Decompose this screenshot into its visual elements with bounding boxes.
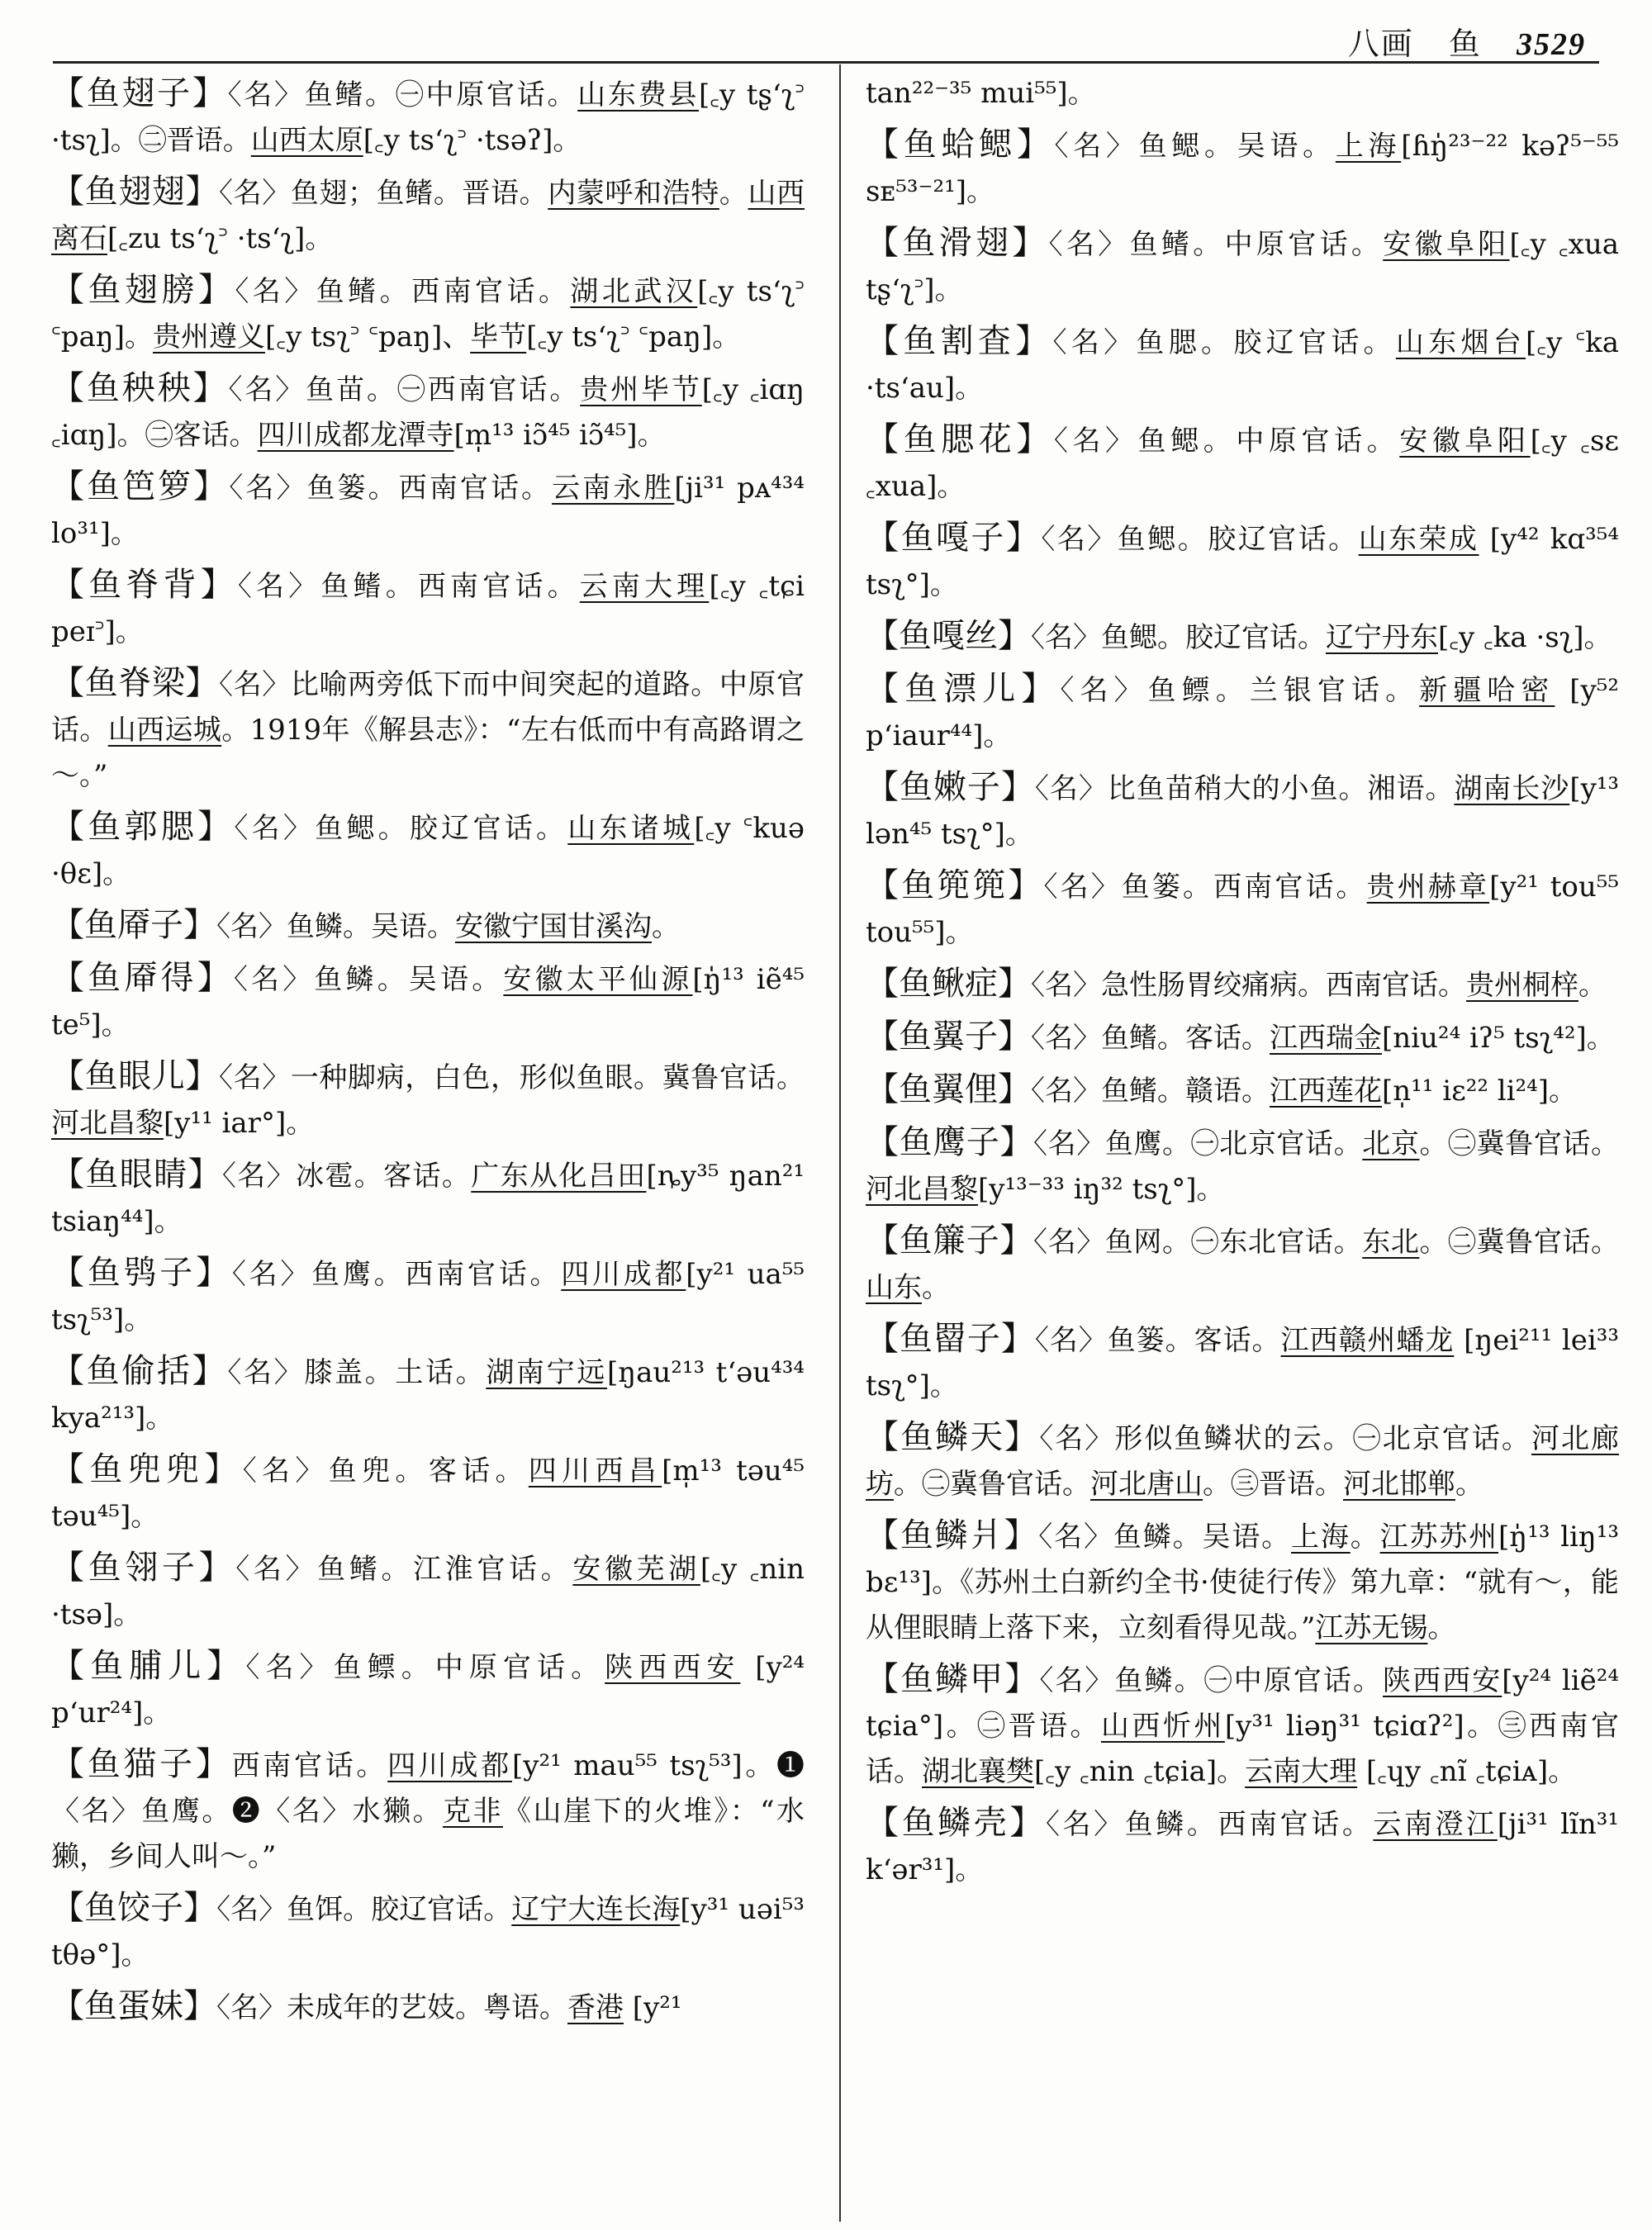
headword-text: 鱼厣子 — [84, 906, 183, 944]
dictionary-entry — [51, 1447, 805, 1540]
definition-text: 。 — [1427, 1611, 1456, 1644]
definition-text: 〈名〉鱼鳃。胶辽官话。 — [1031, 621, 1326, 654]
definition-text: 。 — [1350, 1521, 1380, 1554]
place-name: 香港 — [567, 1991, 624, 2024]
headword: 【鱼秧秧】 — [51, 369, 229, 407]
headword: 【鱼嘎子】 — [866, 519, 1042, 557]
definition-text: [ji³¹ pᴀ⁴³⁴ lo³¹]。 — [51, 472, 805, 550]
place-name: 云南大理 — [1245, 1755, 1358, 1788]
definition-text: 。 — [719, 177, 748, 210]
headword-text: 鱼鳞天 — [900, 1418, 1005, 1456]
definition-text: 。 — [1578, 969, 1607, 1002]
headword-text: 鱼漂儿 — [904, 670, 1022, 708]
headword: 【鱼翅翅】 — [51, 173, 220, 211]
place-name: 湖北武汉 — [570, 275, 698, 308]
headword-text: 鱼郭腮 — [88, 808, 198, 846]
definition-text: 〈名〉鱼篓。客话。 — [1034, 1324, 1281, 1357]
dictionary-entry — [51, 464, 805, 557]
definition-text: 〈名〉鱼网。㊀东北官话。 — [1033, 1226, 1363, 1259]
definition-text: [꜀y ꜀ka ·sʅ]。 — [1438, 621, 1612, 654]
definition-text: [꜀y tsʅ꜄ ꜂paŋ]、 — [264, 320, 471, 353]
definition-text: [꜀y ꜂ka ·tsʻau]。 — [866, 326, 1620, 405]
dictionary-entry — [51, 661, 805, 799]
place-name: 四川成都 — [561, 1258, 686, 1291]
dictionary-entry — [51, 1054, 805, 1146]
place-name: 江西莲花 — [1270, 1075, 1382, 1108]
place-name: 贵州桐梓 — [1466, 969, 1578, 1002]
dictionary-entry — [51, 366, 805, 458]
headword-text: 鱼腮花 — [903, 420, 1017, 458]
place-name: 山西太原 — [250, 124, 363, 157]
definition-text: [꜀y ꜂kuə ·θɛ]。 — [51, 812, 805, 890]
place-name: 安徽阜阳 — [1399, 425, 1531, 458]
definition-text: [꜀ɥy ꜀nĩ ꜀tɕiᴀ]。 — [1357, 1755, 1577, 1788]
headword: 【鱼脯儿】 — [51, 1647, 246, 1685]
dictionary-entry — [51, 956, 805, 1048]
place-name: 内蒙呼和浩特 — [548, 177, 719, 210]
place-name: 河北唐山 — [1090, 1468, 1203, 1501]
place-name: 山西忻州 — [1100, 1710, 1225, 1743]
definition-text: [niu²⁴ iʔ⁵ tsʅ⁴²]。 — [1382, 1022, 1615, 1055]
headword-text: 鱼猫子 — [87, 1745, 196, 1783]
headword-text: 鱼厣得 — [88, 959, 197, 997]
dictionary-entry — [51, 169, 805, 262]
definition-text: [y²¹ ua⁵⁵ tsʅ⁵³]。 — [51, 1258, 805, 1336]
definition-text: [y⁴² kɑ³⁵⁴ tsʅ°]。 — [866, 523, 1620, 601]
headword: 【鱼嘎丝】 — [866, 617, 1031, 655]
definition-text: 〈名〉冰雹。客话。 — [221, 1160, 472, 1193]
dictionary-entry — [866, 515, 1619, 608]
place-name: 陕西西安 — [605, 1651, 741, 1684]
definition-text: 。㊂晋语。 — [1203, 1468, 1343, 1501]
place-name: 河北廊坊 — [866, 1422, 1620, 1501]
definition-text: 〈名〉一种脚病，白色，形似鱼眼。冀鲁官话。 — [219, 1061, 805, 1094]
definition-text: [ŋau²¹³ tʻəu⁴³⁴ kya²¹³]。 — [51, 1356, 805, 1435]
headword: 【鱼鳞壳】 — [866, 1804, 1046, 1842]
page-number: 3529 — [1517, 27, 1586, 62]
place-name: 安徽芜湖 — [572, 1553, 700, 1586]
headword: 【鱼鳅症】 — [866, 965, 1031, 1003]
place-name: 河北邯郸 — [1343, 1468, 1455, 1501]
definition-text: [y²⁴ pʻur²⁴]。 — [51, 1651, 805, 1729]
dictionary-entry — [866, 1014, 1619, 1061]
definition-text: [꜀y ꜀sɛ ꜀xua]。 — [866, 425, 1620, 503]
definition-text: [y¹³⁻³³ iŋ³² tsʅ°]。 — [978, 1173, 1225, 1206]
headword-text: 鱼罶子 — [899, 1320, 1001, 1358]
place-name: 安徽太平仙源 — [503, 963, 693, 996]
left-column — [51, 71, 805, 2037]
definition-text: 〈名〉鱼兜。客话。 — [242, 1454, 529, 1487]
place-name: 江苏苏州 — [1379, 1521, 1499, 1554]
place-name: 广东从化吕田 — [471, 1160, 647, 1193]
definition-text: 〈名〉鱼鹰。㊀北京官话。 — [1033, 1127, 1363, 1160]
definition-text: 〈名〉鱼鳞。西南官话。 — [1045, 1808, 1374, 1841]
definition-text: 〈名〉比喻两旁低下而中间突起的道路。中原官话。 — [51, 668, 805, 747]
place-name: 东北 — [1362, 1226, 1420, 1259]
place-name: 湖北襄樊 — [922, 1755, 1034, 1788]
headword-text: 鱼蛤鳃 — [903, 126, 1017, 164]
headword-text: 鱼秧秧 — [86, 369, 193, 407]
definition-text: [ŋei²¹¹ lei³³ tsʅ°]。 — [866, 1324, 1620, 1402]
headword-text: 鱼脯儿 — [90, 1647, 207, 1685]
definition-text: 〈名〉未成年的艺妓。粤语。 — [216, 1991, 567, 2024]
definition-text: 〈名〉膝盖。土话。 — [227, 1356, 487, 1389]
headword: 【鱼簾子】 — [866, 1222, 1034, 1260]
place-name: 贵州赫章 — [1366, 871, 1490, 904]
definition-text: [꜀y ꜀xua tʂʻʅ꜄]。 — [866, 228, 1620, 306]
definition-text: [n̩¹¹ iɛ²² li²⁴]。 — [1382, 1075, 1578, 1108]
definition-text: 。 — [652, 910, 680, 943]
headword-text: 鱼脊梁 — [84, 664, 186, 702]
definition-text: [y¹¹ iar°]。 — [164, 1107, 315, 1140]
headword-text: 鱼翼俚 — [899, 1070, 998, 1108]
headword-text: 鱼鸮子 — [87, 1254, 197, 1292]
definition-text: 〈名〉鱼鳃。中原官话。 — [1053, 425, 1400, 458]
headword: 【鱼漂儿】 — [866, 670, 1061, 708]
definition-text: [y²¹ mau⁵⁵ tsʅ⁵³]。❶〈名〉鱼鹰。❷〈名〉水獭。 — [51, 1749, 805, 1828]
headword: 【鱼割査】 — [866, 322, 1053, 360]
header-radical: 鱼 — [1448, 26, 1482, 62]
headword-text: 鱼鳞爿 — [900, 1516, 1004, 1554]
headword-text: 鱼割査 — [903, 322, 1016, 360]
headword-text: 鱼脊背 — [88, 566, 201, 604]
dictionary-entry — [866, 319, 1619, 411]
definition-text: [ɦŋ̍²³⁻²² kəʔ⁵⁻⁵⁵ sᴇ⁵³⁻²¹]。 — [866, 130, 1620, 208]
definition-text: 《山崖下的火堆》：“水獭，乡间人叫～。” — [51, 1795, 805, 1873]
dictionary-entry — [866, 417, 1619, 510]
headword: 【鱼鳞爿】 — [866, 1516, 1039, 1554]
definition-text: 〈名〉鱼鳍。西南官话。 — [237, 570, 580, 603]
headword: 【鱼脊梁】 — [51, 664, 220, 702]
place-name: 山东 — [866, 1271, 922, 1304]
definition-text: [y²¹ — [624, 1991, 682, 2024]
dictionary-entry — [866, 961, 1619, 1008]
dictionary-entry — [51, 1886, 805, 1978]
definition-text: [y²⁴ liẽ²⁴ tɕia°]。㊁晋语。 — [866, 1664, 1620, 1743]
definition-text: 〈名〉急性肠胃绞痛病。西南官话。 — [1031, 969, 1466, 1002]
place-name: 辽宁大连长海 — [511, 1893, 681, 1926]
header-rule — [53, 61, 1599, 64]
headword: 【鱼厣得】 — [51, 959, 234, 997]
place-name: 河北昌黎 — [866, 1173, 978, 1206]
place-name: 毕节 — [470, 320, 527, 353]
definition-text: 〈名〉鱼饵。胶辽官话。 — [216, 1893, 512, 1926]
place-name: 江西赣州蟠龙 — [1280, 1324, 1455, 1357]
place-name: 江西瑞金 — [1270, 1022, 1382, 1055]
headword: 【鱼脊背】 — [51, 566, 238, 604]
place-name: 克非 — [443, 1795, 503, 1828]
place-name: 山东荣成 — [1358, 523, 1479, 556]
headword: 【鱼饺子】 — [51, 1889, 217, 1927]
place-name: 辽宁丹东 — [1326, 621, 1438, 654]
definition-text: 〈名〉鱼腮。胶辽官话。 — [1052, 326, 1396, 359]
definition-text: [꜀y tsʻʅ꜄ ꜂paŋ]。 — [526, 320, 741, 353]
definition-text: 〈名〉鱼鳞。吴语。 — [216, 910, 455, 943]
definition-text: [ŋ̍¹³ iẽ⁴⁵ te⁵]。 — [51, 963, 805, 1041]
headword: 【鱼蛋妹】 — [51, 1987, 216, 2025]
definition-text: [꜀y ꜀nin ꜀tɕia]。 — [1034, 1755, 1246, 1788]
headword-text: 鱼偷括 — [86, 1352, 192, 1390]
definition-text: [y²¹ tou⁵⁵ tou⁵⁵]。 — [866, 871, 1620, 949]
place-name: 山东烟台 — [1395, 326, 1526, 359]
headword: 【鱼滑翅】 — [866, 224, 1049, 262]
dictionary-entry — [866, 1513, 1619, 1651]
definition-text: 〈名〉鱼鳃。胶辽官话。 — [1041, 523, 1359, 556]
headword: 【鱼笆箩】 — [51, 467, 230, 505]
dictionary-entry — [866, 1120, 1619, 1212]
dictionary-entry — [866, 122, 1619, 215]
definition-text: 。㊁冀鲁官话。 — [1419, 1127, 1620, 1160]
definition-text: 〈名〉鱼鳍。客话。 — [1031, 1022, 1270, 1055]
definition-text: 〈名〉鱼鳍。江淮官话。 — [235, 1553, 573, 1586]
definition-text: 西南官话。 — [231, 1749, 388, 1782]
dictionary-entry — [866, 614, 1619, 661]
definition-text: 〈名〉鱼鳍。赣语。 — [1031, 1075, 1270, 1108]
headword: 【鱼郭腮】 — [51, 808, 235, 846]
definition-text: [꜀y tʂʻʅ꜄ ·tsʅ]。㊁晋语。 — [51, 78, 805, 157]
dictionary-entry — [866, 71, 1619, 116]
place-name: 上海 — [1335, 130, 1402, 163]
dictionary-entry — [51, 1984, 805, 2031]
definition-text: [꜀zu tsʻʅ꜄ ·tsʻʅ]。 — [107, 222, 334, 255]
definition-text: 〈名〉鱼鳞。吴语。 — [1038, 1521, 1292, 1554]
place-name: 江苏无锡 — [1315, 1611, 1428, 1644]
place-name: 上海 — [1291, 1521, 1351, 1554]
place-name: 新疆哈密 — [1419, 674, 1555, 707]
headword-text: 鱼眼儿 — [84, 1057, 186, 1095]
definition-text: 〈名〉鱼鳍。㊀中原官话。 — [227, 78, 578, 112]
place-name: 四川成都 — [387, 1749, 512, 1782]
dictionary-entry — [51, 1250, 805, 1343]
headword-text: 鱼鳞壳 — [901, 1804, 1010, 1842]
definition-text: [y³¹ liəŋ³¹ tɕiɑʔ²]。㊂西南官话。 — [866, 1710, 1619, 1788]
definition-text: 。 — [1455, 1468, 1483, 1501]
definition-text: 〈名〉形似鱼鳞状的云。㊀北京官话。 — [1039, 1422, 1531, 1455]
definition-text: [y¹³ lən⁴⁵ tsʅ°]。 — [866, 772, 1620, 851]
definition-text: [꜀y tsʻʅ꜄ ꜂paŋ]。 — [51, 275, 805, 353]
dictionary-entry — [866, 1415, 1619, 1507]
headword-text: 鱼嘎丝 — [899, 617, 998, 655]
headword: 【鱼鳞天】 — [866, 1418, 1040, 1456]
place-name: 北京 — [1362, 1127, 1420, 1160]
headword-text: 鱼翅翅 — [84, 173, 186, 211]
headword-text: 鱼兜兜 — [89, 1450, 205, 1488]
place-name: 云南大理 — [579, 570, 710, 603]
dictionary-entry — [866, 1317, 1619, 1409]
headword: 【鱼嫩子】 — [866, 768, 1035, 806]
definition-text: tan²²⁻³⁵ mui⁵⁵]。 — [866, 77, 1096, 110]
place-name: 河北昌黎 — [51, 1107, 164, 1140]
definition-text: 〈名〉鱼篓。西南官话。 — [229, 472, 553, 505]
definition-text: 。㊁冀鲁官话。 — [1419, 1226, 1620, 1259]
definition-text: [ȵy³⁵ ŋan²¹ tsiaŋ⁴⁴]。 — [51, 1160, 805, 1238]
headword: 【鱼翎子】 — [51, 1549, 236, 1587]
place-name: 山东诸城 — [567, 812, 695, 845]
headword-text: 鱼篼篼 — [901, 866, 1009, 904]
headword-text: 鱼蛋妹 — [84, 1987, 183, 2025]
dictionary-entry — [866, 1067, 1619, 1114]
dictionary-entry — [866, 667, 1619, 759]
headword: 【鱼厣子】 — [51, 906, 216, 944]
headword-text: 鱼翎子 — [88, 1549, 199, 1587]
place-name: 山西离石 — [51, 177, 805, 255]
definition-text: [꜀y ꜀iɑŋ ꜀iɑŋ]。㊁客话。 — [51, 373, 805, 452]
definition-text: [꜀y ꜀tɕi peɪ꜄]。 — [51, 570, 805, 648]
definition-text: 〈名〉鱼鳍。西南官话。 — [235, 275, 571, 308]
definition-text: [m̩¹³ iɔ̃⁴⁵ iɔ̃⁴⁵]。 — [453, 419, 666, 452]
place-name: 湖南宁远 — [486, 1356, 607, 1389]
dictionary-entry — [51, 1644, 805, 1736]
definition-text: 〈名〉鱼鳔。兰银官话。 — [1060, 674, 1420, 707]
definition-text: 〈名〉鱼鳞。吴语。 — [233, 963, 504, 996]
definition-text: 。㊁冀鲁官话。 — [894, 1468, 1090, 1501]
place-name: 山西运城 — [107, 714, 222, 747]
place-name: 四川成都龙潭寺 — [257, 419, 454, 452]
headword-text: 鱼嘎子 — [900, 519, 1006, 557]
definition-text: 。 — [922, 1271, 950, 1304]
dictionary-entry — [51, 1152, 805, 1245]
dictionary-entry — [866, 221, 1619, 313]
place-name: 云南澄江 — [1373, 1808, 1498, 1841]
definition-text: [꜀y ꜀nin ·tsə]。 — [51, 1553, 805, 1631]
dictionary-entry — [51, 71, 805, 164]
dictionary-entry — [51, 903, 805, 950]
dictionary-entry — [51, 1349, 805, 1441]
headword: 【鱼翼俚】 — [866, 1070, 1031, 1108]
headword: 【鱼腮花】 — [866, 420, 1054, 458]
headword-text: 鱼翼子 — [899, 1018, 998, 1056]
dictionary-entry — [51, 804, 805, 897]
headword: 【鱼眼儿】 — [51, 1057, 220, 1095]
headword: 【鱼篼篼】 — [866, 866, 1044, 904]
definition-text: [ji³¹ lĩn³¹ kʻər³¹]。 — [866, 1808, 1620, 1886]
headword: 【鱼偷括】 — [51, 1352, 228, 1390]
headword-text: 鱼笆箩 — [87, 467, 194, 505]
headword: 【鱼猫子】 — [51, 1745, 232, 1783]
definition-text: 〈名〉鱼翅；鱼鳍。晋语。 — [219, 177, 548, 210]
headword: 【鱼蛤鳃】 — [866, 126, 1055, 164]
definition-text: 〈名〉鱼鳍。中原官话。 — [1048, 228, 1384, 261]
dictionary-entry — [866, 1801, 1619, 1893]
column-divider — [839, 64, 841, 2222]
headword: 【鱼兜兜】 — [51, 1450, 243, 1488]
headword: 【鱼眼睛】 — [51, 1155, 222, 1193]
definition-text: [y⁵² pʻiaur⁴⁴]。 — [866, 674, 1620, 752]
headword-text: 鱼滑翅 — [902, 224, 1013, 262]
place-name: 贵州毕节 — [580, 373, 702, 406]
place-name: 安徽阜阳 — [1383, 228, 1510, 261]
definition-text: 〈名〉鱼鳞。㊀中原官话。 — [1039, 1664, 1384, 1697]
headword-text: 鱼饺子 — [84, 1889, 184, 1927]
headword: 【鱼鹰子】 — [866, 1123, 1034, 1161]
dictionary-entry — [866, 1218, 1619, 1311]
right-column — [866, 71, 1619, 1899]
place-name: 云南永胜 — [552, 472, 675, 505]
definition-text: [m̩¹³ təu⁴⁵ təu⁴⁵]。 — [51, 1454, 805, 1533]
headword: 【鱼鳞甲】 — [866, 1660, 1040, 1698]
headword: 【鱼翅膀】 — [51, 271, 235, 309]
dictionary-entry — [51, 1742, 805, 1880]
dictionary-entry — [51, 1545, 805, 1638]
dictionary-entry — [866, 1657, 1619, 1795]
definition-text: [꜀y tsʻʅ꜄ ·tsəʔ]。 — [363, 124, 582, 157]
headword: 【鱼翼子】 — [866, 1018, 1031, 1056]
definition-text: 〈名〉鱼苗。㊀西南官话。 — [228, 373, 581, 406]
place-name: 四川西昌 — [528, 1454, 662, 1487]
definition-text: 〈名〉鱼鳃。吴语。 — [1054, 130, 1336, 163]
definition-text: [y³¹ uəi⁵³ tθə°]。 — [51, 1893, 805, 1971]
definition-text: 〈名〉比鱼苗稍大的小鱼。湘语。 — [1034, 772, 1455, 805]
dictionary-entry — [51, 268, 805, 360]
definition-text: 〈名〉鱼鹰。西南官话。 — [231, 1258, 562, 1291]
header-section: 八画 — [1347, 26, 1414, 62]
headword-text: 鱼鳅症 — [899, 965, 998, 1003]
place-name: 安徽宁国甘溪沟 — [455, 910, 652, 943]
page-header — [1325, 18, 1586, 64]
definition-text: 〈名〉鱼鳔。中原官话。 — [245, 1651, 605, 1684]
dictionary-entry — [51, 562, 805, 655]
headword-text: 鱼鹰子 — [899, 1123, 1000, 1161]
definition-text: 〈名〉鱼鳃。胶辽官话。 — [234, 812, 568, 845]
dictionary-entry — [866, 863, 1619, 956]
definition-text: [ŋ̍¹³ liŋ¹³ bɛ¹³]。《苏州土白新约全书·使徒行传》第九章：“就有～，能从俚眼睛上落下来，立刻看得见哉。” — [866, 1521, 1620, 1644]
definition-text: 。1919年《解县志》：“左右低而中有高路谓之～。” — [51, 714, 805, 792]
place-name: 山东费县 — [577, 78, 700, 112]
place-name: 贵州遵义 — [152, 320, 265, 353]
headword-text: 鱼翅子 — [86, 74, 192, 112]
headword: 【鱼翅子】 — [51, 74, 228, 112]
headword: 【鱼罶子】 — [866, 1320, 1035, 1358]
headword-text: 鱼翅膀 — [88, 271, 198, 309]
definition-text: 〈名〉鱼篓。西南官话。 — [1043, 871, 1367, 904]
headword-text: 鱼眼睛 — [85, 1155, 188, 1193]
place-name: 湖南长沙 — [1454, 772, 1570, 805]
headword-text: 鱼嫩子 — [899, 768, 1001, 806]
dictionary-entry — [866, 765, 1619, 857]
headword-text: 鱼簾子 — [899, 1222, 1000, 1260]
headword-text: 鱼鳞甲 — [900, 1660, 1005, 1698]
headword: 【鱼鸮子】 — [51, 1254, 232, 1292]
place-name: 陕西西安 — [1383, 1664, 1502, 1697]
